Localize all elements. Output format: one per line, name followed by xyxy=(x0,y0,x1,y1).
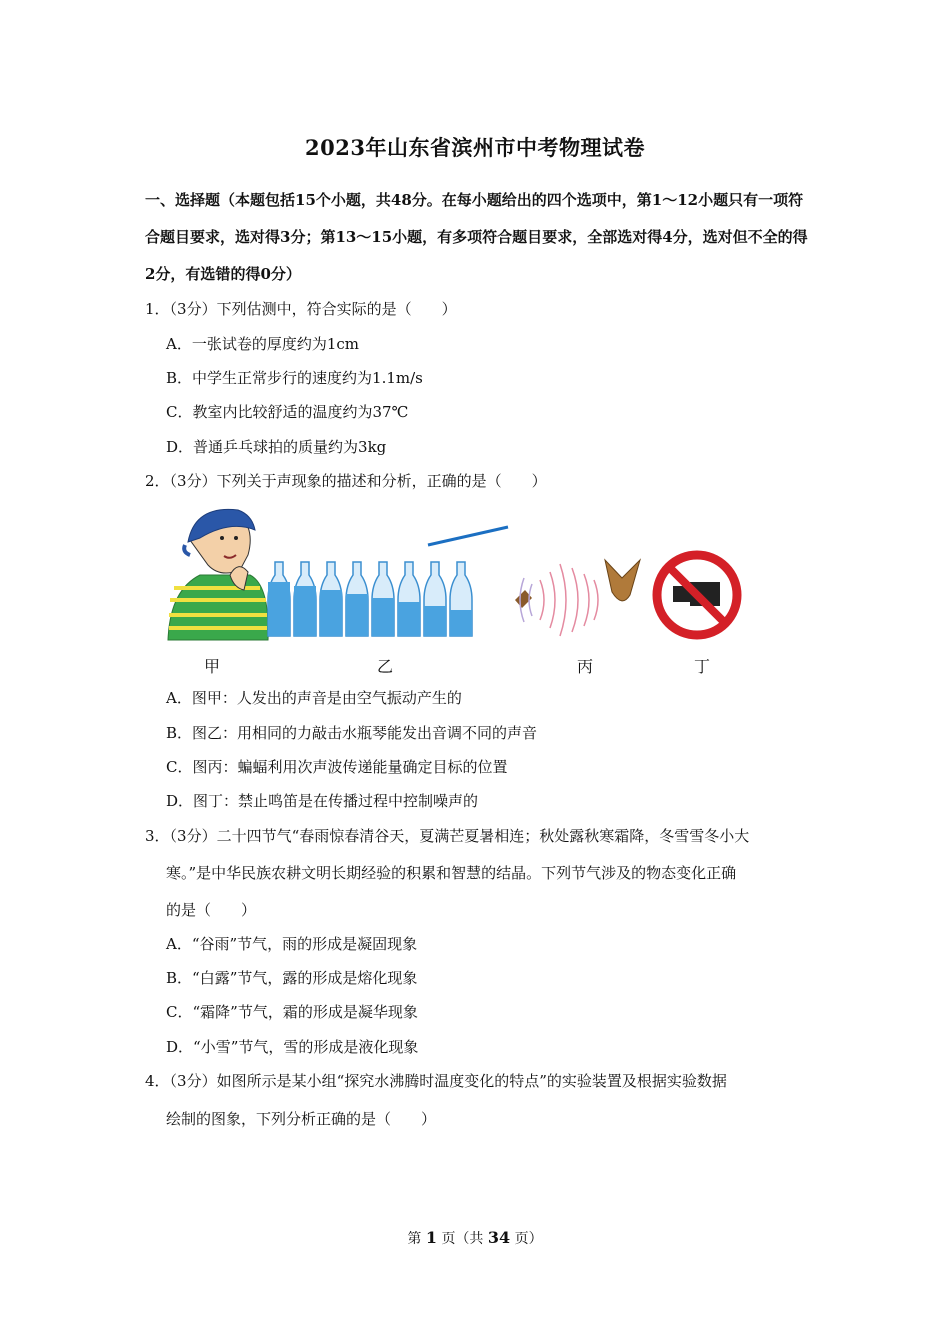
question-1-option-a: A．一张试卷的厚度约为1cm xyxy=(166,335,360,353)
question-3-stem-line-2: 寒。”是中华民族农耕文明长期经验的积累和智慧的结晶。下列节气涉及的物态变化正确 xyxy=(166,864,737,882)
question-2-option-c: C．图丙：蝙蝠利用次声波传递能量确定目标的位置 xyxy=(166,758,508,776)
question-2-option-b: B．图乙：用相同的力敲击水瓶琴能发出音调不同的声音 xyxy=(166,724,538,742)
question-3-option-a: A．“谷雨”节气，雨的形成是凝固现象 xyxy=(166,935,418,953)
question-2-option-d: D．图丁：禁止鸣笛是在传播过程中控制噪声的 xyxy=(166,792,479,810)
page-footer xyxy=(0,1228,950,1248)
question-1-option-c: C．教室内比较舒适的温度约为37℃ xyxy=(166,403,409,421)
no-horn-sign xyxy=(657,555,737,635)
figure-label-jia: 甲 xyxy=(204,657,221,676)
question-1-option-d: D．普通乒乓球拍的质量约为3kg xyxy=(166,438,387,456)
question-3-option-d: D．“小雪”节气，雪的形成是液化现象 xyxy=(166,1038,419,1056)
footer-suffix: 页） xyxy=(514,1231,543,1247)
question-2-figure xyxy=(160,500,760,680)
figure-label-ding: 丁 xyxy=(694,657,711,676)
question-2-option-a: A．图甲：人发出的声音是由空气振动产生的 xyxy=(166,689,462,707)
footer-middle: 页（共 xyxy=(441,1231,484,1247)
footer-total-pages: 34 xyxy=(487,1228,511,1247)
water-bottle-xylophone xyxy=(268,527,508,636)
question-2-stem: 2．（3分）下列关于声现象的描述和分析，正确的是（ ） xyxy=(145,472,547,490)
footer-prefix: 第 xyxy=(407,1231,422,1247)
question-3-option-c: C．“霜降”节气，霜的形成是凝华现象 xyxy=(166,1003,418,1021)
section-heading: 一、选择题（本题包括15个小题，共48分。在每小题给出的四个选项中，第1～12小题只有一项符合题目要求，选对得3分；第13～15小题，有多项符合题目要求，全部选对得4分，选对但不全的得2分，有选错的得0分） xyxy=(145,191,808,283)
page-title: 2023年山东省滨州市中考物理试卷 xyxy=(305,135,645,160)
question-3-stem-line-1: 3．（3分）二十四节气“春雨惊春清谷天，夏满芒夏暑相连；秋处露秋寒霜降，冬雪雪冬小大 xyxy=(145,827,750,845)
figure-label-yi: 乙 xyxy=(377,657,394,676)
striking-stick xyxy=(428,527,508,545)
question-1-option-b: B．中学生正常步行的速度约为1.1m/s xyxy=(166,369,423,387)
figure-label-bing: 丙 xyxy=(577,657,594,676)
bat-echolocation xyxy=(515,560,640,636)
question-3-stem-line-3: 的是（ ） xyxy=(166,901,257,919)
sound-figure-illustration xyxy=(160,500,760,680)
question-3-option-b: B．“白露”节气，露的形成是熔化现象 xyxy=(166,969,418,987)
footer-page-number: 1 xyxy=(425,1228,437,1247)
question-1-stem: 1．（3分）下列估测中，符合实际的是（ ） xyxy=(145,300,457,318)
person-illustration xyxy=(168,509,268,640)
question-4-stem-line-1: 4．（3分）如图所示是某小组“探究水沸腾时温度变化的特点”的实验装置及根据实验数据 xyxy=(145,1072,727,1090)
question-4-stem-line-2: 绘制的图象，下列分析正确的是（ ） xyxy=(166,1110,437,1128)
